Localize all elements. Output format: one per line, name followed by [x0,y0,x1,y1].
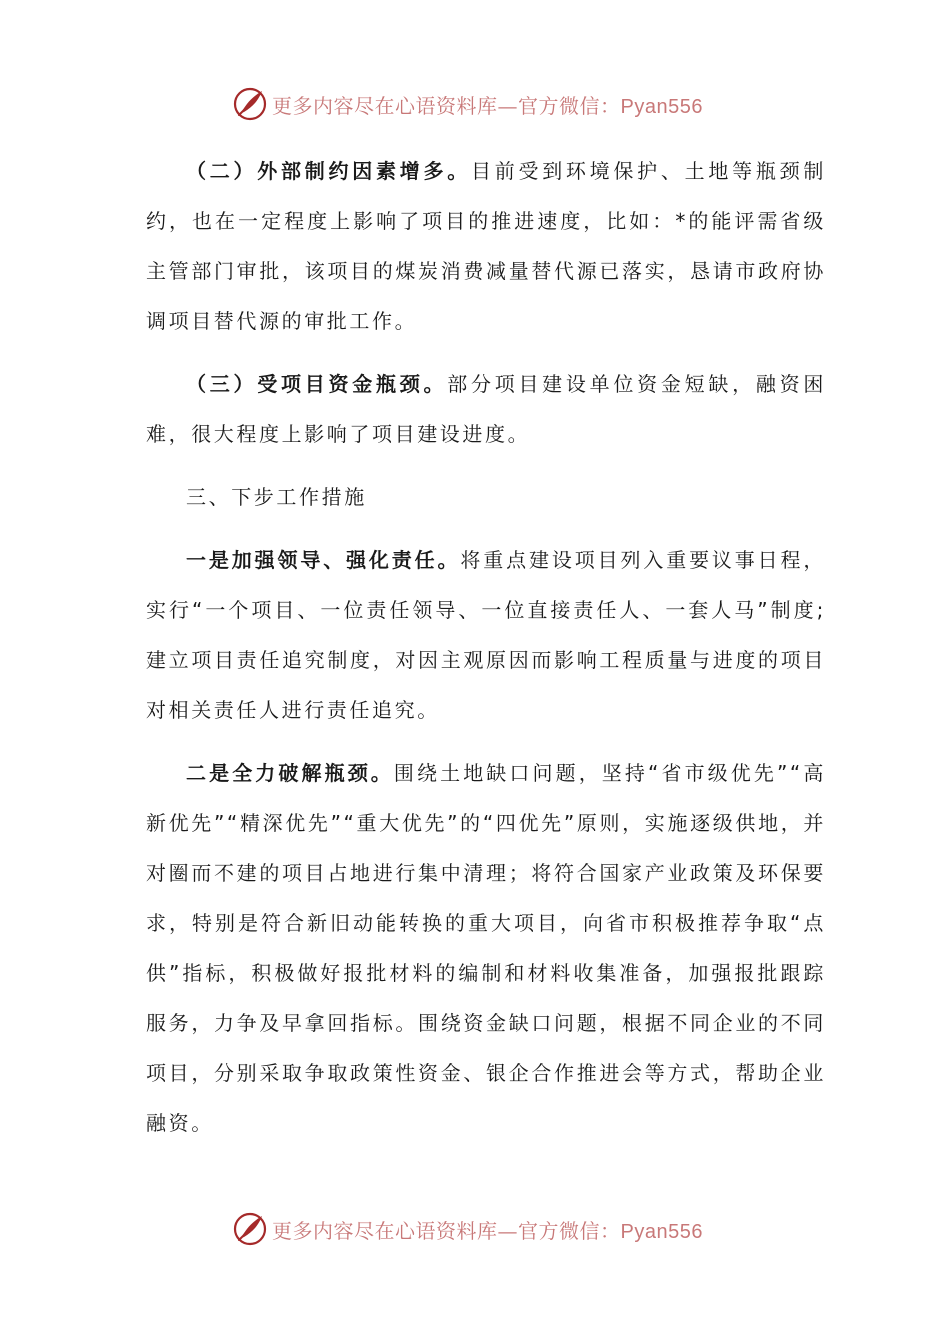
paragraph-text: 将重点建设项目列入重要议事日程，实行“一个项目、一位责任领导、一位直接责任人、一套人马”制度;建立项目责任追究制度，对因主观原因而影响工程质量与进度的项目对相关责任人进行责任追究。 [146,548,826,722]
paragraph-text: 三、下步工作措施 [186,485,367,509]
watermark-group [232,1211,703,1247]
quill-pen-logo-icon [232,86,268,122]
paragraph-leadership-responsibility [146,535,826,735]
paragraph-external-constraints [146,146,826,346]
paragraph-lead: 一是加强领导、强化责任。 [186,548,461,572]
wechat-id: Pyan556 [620,1220,703,1243]
document-body [146,146,826,1148]
watermark-footer [0,1207,950,1251]
quill-pen-logo-icon [232,1211,268,1247]
paragraph-lead: （二）外部制约因素增多。 [186,159,471,183]
wechat-id: Pyan556 [620,95,703,118]
paragraph-lead: （三）受项目资金瓶颈。 [186,372,448,396]
section-heading-next-steps [146,472,826,522]
paragraph-text: 部分项目建设单位资金短缺，融资困难，很大程度上影响了项目建设进度。 [146,372,826,446]
watermark-header [0,82,950,126]
paragraph-break-bottlenecks [146,748,826,1148]
paragraph-funding-bottleneck [146,359,826,459]
watermark-group [232,86,703,122]
watermark-text: 更多内容尽在心语资料库—官方微信：Pyan556 [272,93,703,118]
paragraph-text: 目前受到环境保护、土地等瓶颈制约，也在一定程度上影响了项目的推进速度，比如：*的能评需省级主管部门审批，该项目的煤炭消费减量替代源已落实，恳请市政府协调项目替代源的审批工作。 [146,159,826,333]
watermark-text: 更多内容尽在心语资料库—官方微信：Pyan556 [272,1218,703,1243]
paragraph-text: 围绕土地缺口问题，坚持“省市级优先”“高新优先”“精深优先”“重大优先”的“四优先”原则，实施逐级供地，并对圈而不建的项目占地进行集中清理；将符合国家产业政策及环保要求，特别是符合新旧动能转换的重大项目，向省市积极推荐争取“点供”指标，积极做好报批材料的编制和材料收集准备，加强报批跟踪服务，力争及早拿回指标。围绕资金缺口问题，根据不同企业的不同项目，分别采取争取政策性资金、银企合作推进会等方式，帮助企业融资。 [146,761,826,1135]
paragraph-lead: 二是全力破解瓶颈。 [186,761,394,785]
